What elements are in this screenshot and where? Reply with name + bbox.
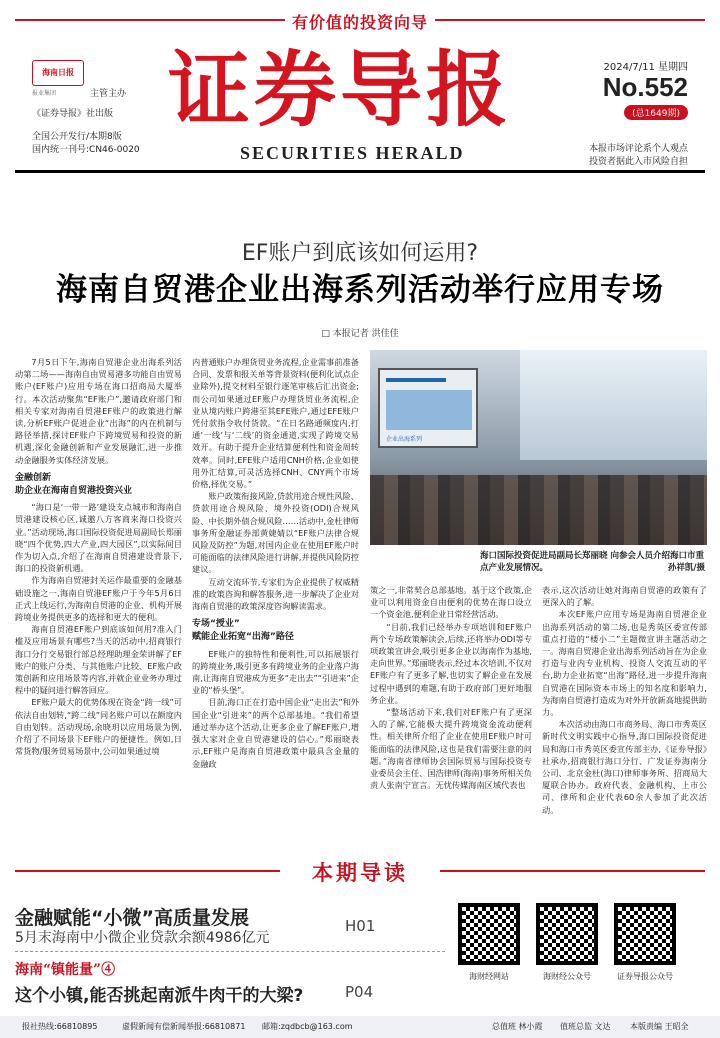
guide-item-1-page: H01 <box>345 917 376 935</box>
article-column-3 <box>370 584 532 791</box>
photo-credit: 孙祥凯/摄 <box>667 563 705 573</box>
disclaimer-tagline <box>589 143 688 169</box>
photo-window <box>520 350 707 460</box>
photo-presentation-screen <box>378 368 478 448</box>
article-column-4 <box>542 584 707 816</box>
distribution: 全国公开发行/本期8版 <box>32 132 122 142</box>
paragraph: “整场活动下来,我们对EF账户有了更深入的了解,它能极大提升跨境资金流动便利性。相关律所介绍了企业在使用EF账户时可能面临的法律风险,这也是我们需要注意的问题。”海南省律师协会国际贸易与国际投资专业委员会主任、国浩律师(海南)事务所相关负责人张南宁宣言。无忧传媒海南区域代表也 <box>370 707 532 791</box>
paragraph: 账户政策衔接风险,贷款用途合规性风险、贷款用途合规风险、境外投资(ODI)合规风险、中长期外债合规风险……活动中,金杜律师事务所金融证券部黄婕婧以“EF账户法律合规风险及防控”为题,对国内企业在使用EF账户时可能面临的法律风险进行讲解,并提供风险防控建议。 <box>192 491 359 575</box>
article-column-1 <box>15 356 182 758</box>
cn-number: 国内统一刊号:CN46-0020 <box>32 145 140 155</box>
article-headline: 海南自贸港企业出海系列活动举行应用专场 <box>56 272 664 308</box>
tagline-line-1: 本报市场评论系个人观点 <box>588 144 688 154</box>
footer-hotline: 报社热线:66810895 <box>22 1022 98 1031</box>
issue-date: 2024/7/11 星期四 <box>603 62 688 73</box>
newspaper-title: 证券导报 <box>168 42 513 138</box>
paragraph: 策之一,非常契合总部基地。基于这个政策,企业可以利用资金自由便利的优势在海口设立一个资金池,便利企业日常经营活动。 <box>370 585 532 620</box>
issue-number: No.552 <box>602 72 688 102</box>
guide-item-2-column-tag: 海南“镇能量”④ <box>15 962 116 978</box>
guide-item-2-title[interactable]: 这个小镇,能否挑起南派牛肉干的大梁? <box>15 986 304 1006</box>
tagline-line-2: 投资者据此入市风险自担 <box>588 157 688 167</box>
issue-guide <box>0 845 720 1015</box>
screen-text-bar <box>386 378 446 382</box>
article-column-2 <box>192 356 359 770</box>
paragraph: 作为海南自贸港封关运作最重要的金融基础设施之一,海南自贸港EF账户于今年5月6日正式上线运行,为海南自贸港的企业、机构开展跨境业务提供更多的选择和更大的便利。 <box>15 575 182 623</box>
event-photo <box>370 350 707 545</box>
paragraph: 表示,这次活动让她对海南自贸港的政策有了更深入的了解。 <box>542 585 707 608</box>
footer-page-editor: 本版责编 王昭全 <box>630 1022 689 1031</box>
paragraph: 7月5日下午,海南自贸港企业出海系列活动第二场——海南自由贸易港多功能自由贸易账户(EF账户)应用专场在海口招商局大厦举行。本次活动聚焦“EF账户”,邀请政府部门和相关专家对海南自贸港EF账户的政策进行解读,分析EF账户促进企业“出海”的内在机制与路径举措,探讨EF账户下跨境贸易和投资的新机遇,深化金融创新和产业发展融汇,进一步推动金融服务实体经济发展。 <box>15 357 182 465</box>
photo-audience <box>370 475 707 545</box>
paragraph: 本次EF账户应用专场是海南自贸港企业出海系列活动的第二场,也是秀英区委宣传部重点打造的“楼小二”主题微宣讲主题活动之一。海南自贸港企业出海系列活动旨在为企业打造与业内专业机构、投资人交流互动的平台,助力企业拓宽“出海”路径,进一步提升海南自贸港在国际资本市场上的知名度和影响力,为海南自贸港打造成为对外开放新高地提供助力。 <box>542 609 707 718</box>
guide-divider <box>15 951 445 952</box>
paragraph: 内普通账户办理货贸业务流程,企业需事前准备合同、发票和报关单等背景资料(便利化试点企业除外),提交材料至银行逐笔审核后汇出资金;而公司如果通过EF账户办理货贸业务流程,企业从境内账户跨港至其EFE账户,通过EFE账户凭付款指令收付货款。“在日名路通频度内,打通‘一线’与‘二线’的资金通道,实现了跨境交易效开。有助于提升企业结算便利性和资金周转效率。同时,EFE账户适用CNH价格,企业如使用外汇结算,可灵活选择CNH、CNY两个市场价格,择优交易。” <box>192 357 359 490</box>
qr-label-website: 海财经网站 <box>469 972 509 981</box>
publication-info <box>32 108 140 157</box>
slogan: 有价值的投资向导 <box>291 13 428 32</box>
sponsor-label: 主管主办 <box>90 89 127 99</box>
hainan-daily-logo: 海南日报 <box>32 60 84 86</box>
paragraph: 本次活动由海口市商务局、海口市秀英区新时代文明实践中心指导,海口国际投资促进局和海口市秀英区委宣传部主办,《证券导报》社承办,招商银行海口分行、广发证券海南分公司、北京金杜(海口)律师事务所、招商局大厦联合协办。政府代表、金融机构、上市公司、律所和企业代表60余人参加了此次活动。 <box>542 719 707 815</box>
guide-item-1-title[interactable]: 金融赋能“小微”高质量发展 <box>15 907 249 929</box>
guide-item-1-subtitle: 5月末海南中小微企业贷款余额4986亿元 <box>15 930 270 946</box>
section-heading: 专场“授业” <box>192 619 240 630</box>
footer-report-line: 虚假新闻有偿新闻举报:66810871 <box>122 1022 246 1031</box>
article-subhead: EF账户到底该如何运用? <box>241 241 479 266</box>
qr-code-website[interactable] <box>458 903 520 965</box>
section-subheading: 助企业在海南自贸港投资兴业 <box>15 486 133 497</box>
footer-duty-editor: 值班总监 文达 <box>560 1022 611 1031</box>
paragraph: 海南自贸港EF账户到底该如何用?准入门槛及应用场景有哪些?当天的活动中,招商银行海口分行交易银行部总经理助理金荣讲解了EF账户的账户分类、与其他账户比较、EF账户政策创新和应用场景等内容,并就企业业务办理过程中的疑问进行解答回应。 <box>15 624 182 696</box>
footer-bar <box>0 1016 720 1038</box>
qr-label-herald-account: 证券导报公众号 <box>617 972 673 981</box>
photo-caption <box>480 550 705 574</box>
newspaper-title-en: SECURITIES HERALD <box>240 143 465 163</box>
screen-image <box>386 390 472 430</box>
caption-text: 海口国际投资促进局副局长郑丽晓 向参会人员介绍海口市重点产业发展情况。 <box>480 551 704 573</box>
paragraph: 目前,海口正在打造中国企业“走出去”和外国企业“引进来”的两个总部基地。“我们希望通过举办这个活动,让更多企业了解EF账户,增强大家对企业自贸港建设的信心。”郑丽晓表示,EF账户是海南自贸港政策中最具含金量的金融政 <box>192 697 359 769</box>
paragraph: EF账户的独特性和便利性,可以拓展银行的跨境业务,吸引更多有跨境业务的企业落户海南,让海南自贸港成为更多“走出去”“引进来”企业的“桥头堡”。 <box>192 648 359 696</box>
paragraph: 互动交流环节,专家们为企业提供了权威精准的政策咨询和解答服务,进一步解决了企业对海南自贸港的政策深度咨询解读需求。 <box>192 576 359 612</box>
publisher: 《证券导报》社出版 <box>32 109 114 119</box>
qr-label-hcj-account: 海财经公众号 <box>543 972 591 981</box>
paragraph: “海口是‘一带一路’建设支点城市和海南自贸港建设核心区,诚邀八方客商来海口投资兴业。”活动现场,海口国际投资促进局副局长郑丽晓“四个优势,四大产业,四大园区”,以实际间目作为切入点,介绍了在海南自贸港建设背景下,海口的投资新机遇。 <box>15 502 182 574</box>
paragraph: EF账户最大的优势体现在资金“跨一线”可依法自由划转,“跨二线”同名账户可以在额度内自由划转。活动现场,余晓玥以应用场景为例,介绍了不同场景下EF账户的便捷性。例如,日常货物/服务贸易场景中,公司如果通过境 <box>15 697 182 757</box>
masthead-rule <box>15 170 705 173</box>
guide-title: 本期导读 <box>312 861 408 885</box>
qr-code-hcj-account[interactable] <box>536 903 598 965</box>
paragraph: “目前,我们已经举办专项培训和EF账户两个专场政策解读会,后续,还将举办ODI等专项政策宣讲会,吸引更多企业以海南作为基地,走向世界。”郑丽晓表示,经过本次培训,不仅对EF账户有了更多了解,也切实了解企业在发展过程中遇到的难题,有助于政府部门更好地服务企业。 <box>370 621 532 705</box>
qr-code-herald-account[interactable] <box>614 903 676 965</box>
footer-email: 邮箱:zqdbcb@163.com <box>262 1022 353 1031</box>
issue-box <box>603 58 688 120</box>
screen-caption: 企业出海系列 <box>386 436 423 443</box>
guide-item-2-page: P04 <box>345 983 374 1001</box>
logo-group: 报业集团 <box>32 90 57 97</box>
total-issue-badge: (总1649期) <box>624 105 688 120</box>
footer-chief-editor: 总值班 林小霞 <box>492 1022 543 1031</box>
article-byline: □ 本报记者 洪佳佳 <box>321 329 399 339</box>
masthead <box>0 40 720 170</box>
section-subheading: 赋能企业拓宽“出海”路径 <box>192 632 294 643</box>
slogan-bar <box>0 0 720 40</box>
section-heading: 金融创新 <box>15 472 52 483</box>
